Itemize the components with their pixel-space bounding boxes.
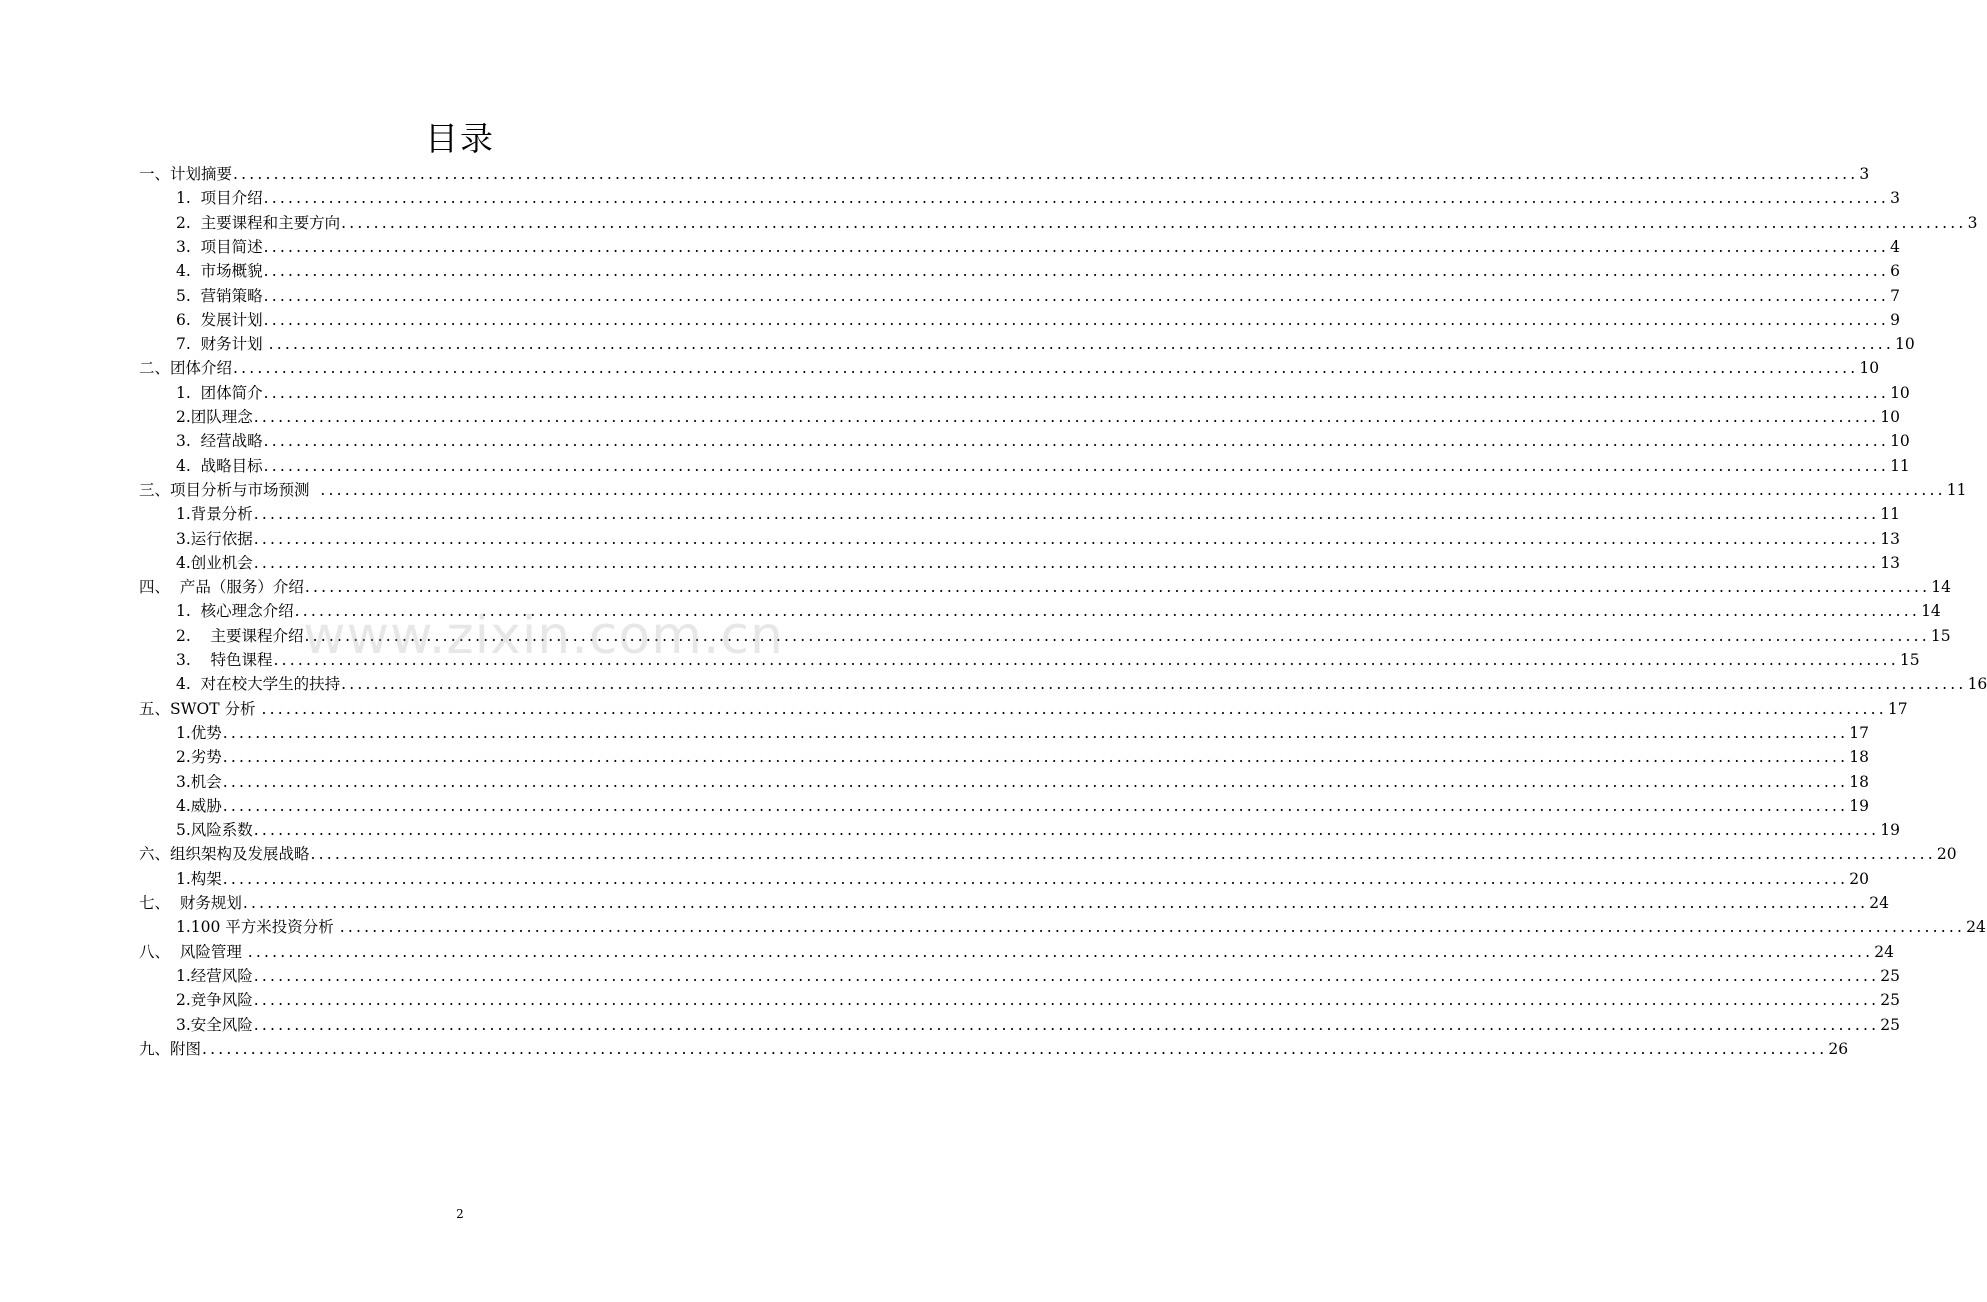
toc-entry-page: 20 bbox=[1849, 870, 1869, 888]
toc-entry-label: 六、组织架构及发展战略 bbox=[139, 845, 310, 863]
toc-entry-label: 2.团队理念 bbox=[176, 408, 253, 426]
toc-entry[interactable] bbox=[139, 1037, 1849, 1061]
toc-dot-leader: ........................................................................................................................................................................................................ bbox=[222, 797, 1849, 815]
toc-entry-label: 二、团体介绍 bbox=[139, 359, 233, 377]
toc-entry[interactable] bbox=[139, 697, 1908, 721]
toc-entry[interactable] bbox=[139, 478, 1967, 502]
toc-entry-label: 1. 团体简介 bbox=[176, 384, 263, 402]
toc-entry-page: 3 bbox=[1859, 165, 1870, 183]
toc-dot-leader: ........................................................................................................................................................................................................ bbox=[233, 359, 1859, 377]
toc-entry[interactable] bbox=[176, 672, 1987, 696]
toc-entry[interactable] bbox=[139, 891, 1889, 915]
toc-entry-page: 18 bbox=[1849, 748, 1869, 766]
toc-entry-label: 4. 战略目标 bbox=[176, 457, 263, 475]
toc-dot-leader: ........................................................................................................................................................................................................ bbox=[310, 845, 1936, 863]
toc-entry-page: 13 bbox=[1880, 530, 1900, 548]
toc-entry[interactable] bbox=[176, 551, 1900, 575]
toc-entry-page: 13 bbox=[1880, 554, 1900, 572]
toc-entry-label: 7. 财务计划 bbox=[176, 335, 268, 353]
toc-entry-label: 1.优势 bbox=[176, 724, 222, 742]
toc-entry[interactable] bbox=[176, 308, 1900, 332]
toc-entry-page: 24 bbox=[1874, 943, 1894, 961]
toc-entry-page: 14 bbox=[1921, 602, 1941, 620]
toc-entry-label: 3.安全风险 bbox=[176, 1016, 253, 1034]
toc-entry-page: 11 bbox=[1946, 481, 1967, 499]
toc-dot-leader: ........................................................................................................................................................................................................ bbox=[253, 821, 1880, 839]
toc-entry[interactable] bbox=[176, 770, 1869, 794]
toc-entry-label: 2. 主要课程介绍 bbox=[176, 627, 304, 645]
toc-entry[interactable] bbox=[176, 284, 1900, 308]
toc-entry-page: 19 bbox=[1849, 797, 1869, 815]
toc-dot-leader: ........................................................................................................................................................................................................ bbox=[247, 943, 1874, 961]
toc-entry-page: 25 bbox=[1880, 967, 1900, 985]
toc-entry-label: 4. 市场概貌 bbox=[176, 262, 263, 280]
toc-entry-label: 一、计划摘要 bbox=[139, 165, 233, 183]
toc-entry-page: 18 bbox=[1849, 773, 1869, 791]
toc-dot-leader: ........................................................................................................................................................................................................ bbox=[263, 238, 1890, 256]
toc-dot-leader: ........................................................................................................................................................................................................ bbox=[253, 1016, 1880, 1034]
toc-entry[interactable] bbox=[176, 818, 1900, 842]
toc-entry[interactable] bbox=[176, 964, 1900, 988]
toc-entry[interactable] bbox=[176, 454, 1910, 478]
toc-dot-leader: ........................................................................................................................................................................................................ bbox=[263, 262, 1890, 280]
toc-dot-leader: ........................................................................................................................................................................................................ bbox=[222, 724, 1849, 742]
toc-dot-leader: ........................................................................................................................................................................................................ bbox=[304, 627, 1930, 645]
toc-dot-leader: ........................................................................................................................................................................................................ bbox=[341, 214, 1967, 232]
toc-entry[interactable] bbox=[139, 162, 1870, 186]
toc-entry-page: 26 bbox=[1828, 1040, 1849, 1058]
toc-entry-label: 3.机会 bbox=[176, 773, 222, 791]
toc-entry[interactable] bbox=[176, 211, 1978, 235]
toc-entry-label: 5. 营销策略 bbox=[176, 287, 263, 305]
toc-entry-label: 八、 风险管理 bbox=[139, 943, 247, 961]
toc-entry-label: 6. 发展计划 bbox=[176, 311, 263, 329]
toc-entry-page: 9 bbox=[1890, 311, 1900, 329]
toc-entry-label: 1.背景分析 bbox=[176, 505, 253, 523]
toc-entry-page: 15 bbox=[1930, 627, 1951, 645]
toc-entry[interactable] bbox=[139, 940, 1894, 964]
toc-dot-leader: ........................................................................................................................................................................................................ bbox=[253, 505, 1880, 523]
toc-entry[interactable] bbox=[176, 332, 1915, 356]
toc-entry-label: 3. 经营战略 bbox=[176, 432, 263, 450]
toc-entry-page: 7 bbox=[1890, 287, 1900, 305]
toc-title: 目录 bbox=[425, 119, 495, 158]
toc-entry[interactable] bbox=[139, 575, 1951, 599]
toc-entry-label: 2.劣势 bbox=[176, 748, 222, 766]
toc-entry-label: 3. 项目简述 bbox=[176, 238, 263, 256]
toc-entry-label: 四、 产品（服务）介绍 bbox=[139, 578, 304, 596]
toc-entry[interactable] bbox=[176, 867, 1869, 891]
toc-dot-leader: ........................................................................................................................................................................................................ bbox=[320, 481, 1946, 499]
page-number: 2 bbox=[456, 1207, 464, 1221]
toc-entry[interactable] bbox=[176, 721, 1869, 745]
toc-entry-label: 3. 特色课程 bbox=[176, 651, 273, 669]
toc-entry-label: 2.竞争风险 bbox=[176, 991, 253, 1009]
toc-dot-leader: ........................................................................................................................................................................................................ bbox=[253, 991, 1880, 1009]
toc-entry-label: 4.威胁 bbox=[176, 797, 222, 815]
toc-entry-label: 三、项目分析与市场预测 bbox=[139, 481, 320, 499]
toc-entry[interactable] bbox=[176, 259, 1900, 283]
toc-entry-page: 14 bbox=[1931, 578, 1951, 596]
toc-entry-page: 6 bbox=[1890, 262, 1900, 280]
toc-entry[interactable] bbox=[176, 502, 1900, 526]
toc-dot-leader: ........................................................................................................................................................................................................ bbox=[339, 918, 1966, 936]
watermark: www.zixin.com.cn bbox=[303, 606, 784, 666]
toc-dot-leader: ........................................................................................................................................................................................................ bbox=[263, 189, 1890, 207]
toc-entry-page: 17 bbox=[1887, 700, 1908, 718]
toc-dot-leader: ........................................................................................................................................................................................................ bbox=[263, 384, 1890, 402]
toc-dot-leader: ........................................................................................................................................................................................................ bbox=[222, 773, 1849, 791]
toc-dot-leader: ........................................................................................................................................................................................................ bbox=[253, 408, 1880, 426]
toc-dot-leader: ........................................................................................................................................................................................................ bbox=[253, 967, 1880, 985]
toc-dot-leader: ........................................................................................................................................................................................................ bbox=[253, 554, 1880, 572]
toc-entry[interactable] bbox=[176, 794, 1869, 818]
toc-entry-label: 1.100 平方米投资分析 bbox=[176, 918, 339, 936]
toc-entry-label: 2. 主要课程和主要方向 bbox=[176, 214, 341, 232]
toc-entry[interactable] bbox=[176, 429, 1910, 453]
toc-dot-leader: ........................................................................................................................................................................................................ bbox=[222, 748, 1849, 766]
toc-entry-label: 4. 对在校大学生的扶持 bbox=[176, 675, 341, 693]
toc-entry[interactable] bbox=[176, 186, 1900, 210]
toc-entry[interactable] bbox=[176, 235, 1900, 259]
toc-entry-page: 19 bbox=[1880, 821, 1900, 839]
toc-entry[interactable] bbox=[176, 915, 1986, 939]
toc-entry-label: 3.运行依据 bbox=[176, 530, 253, 548]
toc-dot-leader: ........................................................................................................................................................................................................ bbox=[294, 602, 1921, 620]
toc-entry-page: 25 bbox=[1880, 1016, 1900, 1034]
toc-entry-label: 1.构架 bbox=[176, 870, 222, 888]
toc-entry-page: 10 bbox=[1894, 335, 1915, 353]
toc-entry-page: 11 bbox=[1880, 505, 1900, 523]
toc-dot-leader: ........................................................................................................................................................................................................ bbox=[263, 432, 1890, 450]
toc-entry-page: 25 bbox=[1880, 991, 1900, 1009]
toc-entry-page: 24 bbox=[1966, 918, 1986, 936]
toc-entry-page: 10 bbox=[1890, 432, 1910, 450]
toc-entry[interactable] bbox=[139, 842, 1957, 866]
toc-entry-page: 15 bbox=[1899, 651, 1920, 669]
toc-entry[interactable] bbox=[176, 405, 1900, 429]
toc-entry[interactable] bbox=[176, 527, 1900, 551]
toc-dot-leader: ........................................................................................................................................................................................................ bbox=[222, 870, 1849, 888]
toc-entry-page: 10 bbox=[1880, 408, 1900, 426]
toc-dot-leader: ........................................................................................................................................................................................................ bbox=[304, 578, 1931, 596]
toc-entry-label: 4.创业机会 bbox=[176, 554, 253, 572]
toc-entry[interactable] bbox=[176, 1013, 1900, 1037]
toc-entry-label: 5.风险系数 bbox=[176, 821, 253, 839]
toc-entry-page: 3 bbox=[1967, 214, 1978, 232]
toc-entry-page: 4 bbox=[1890, 238, 1900, 256]
toc-entry-page: 20 bbox=[1936, 845, 1957, 863]
toc-entry-label: 五、SWOT 分析 bbox=[139, 700, 261, 718]
toc-entry-label: 七、 财务规划 bbox=[139, 894, 242, 912]
toc-dot-leader: ........................................................................................................................................................................................................ bbox=[268, 335, 1894, 353]
toc-entry-label: 九、附图 bbox=[139, 1040, 202, 1058]
toc-entry-page: 24 bbox=[1869, 894, 1889, 912]
toc-entry-page: 17 bbox=[1849, 724, 1869, 742]
toc-dot-leader: ........................................................................................................................................................................................................ bbox=[341, 675, 1967, 693]
toc-entry[interactable] bbox=[176, 381, 1910, 405]
toc-dot-leader: ........................................................................................................................................................................................................ bbox=[253, 530, 1880, 548]
toc-dot-leader: ........................................................................................................................................................................................................ bbox=[202, 1040, 1828, 1058]
toc-entry[interactable] bbox=[176, 745, 1869, 769]
toc-entry-page: 3 bbox=[1890, 189, 1900, 207]
toc-entry-label: 1. 项目介绍 bbox=[176, 189, 263, 207]
toc-entry-page: 16 bbox=[1967, 675, 1987, 693]
toc-dot-leader: ........................................................................................................................................................................................................ bbox=[263, 311, 1890, 329]
toc-entry-page: 10 bbox=[1890, 384, 1910, 402]
toc-dot-leader: ........................................................................................................................................................................................................ bbox=[273, 651, 1899, 669]
toc-entry-page: 11 bbox=[1890, 457, 1910, 475]
toc-entry-label: 1. 核心理念介绍 bbox=[176, 602, 294, 620]
toc-entry[interactable] bbox=[139, 356, 1880, 380]
toc-entry-label: 1.经营风险 bbox=[176, 967, 253, 985]
toc-entry[interactable] bbox=[176, 988, 1900, 1012]
toc-dot-leader: ........................................................................................................................................................................................................ bbox=[242, 894, 1869, 912]
toc-dot-leader: ........................................................................................................................................................................................................ bbox=[233, 165, 1859, 183]
toc-dot-leader: ........................................................................................................................................................................................................ bbox=[261, 700, 1887, 718]
toc-dot-leader: ........................................................................................................................................................................................................ bbox=[263, 287, 1890, 305]
toc-dot-leader: ........................................................................................................................................................................................................ bbox=[263, 457, 1890, 475]
toc-entry-page: 10 bbox=[1859, 359, 1880, 377]
